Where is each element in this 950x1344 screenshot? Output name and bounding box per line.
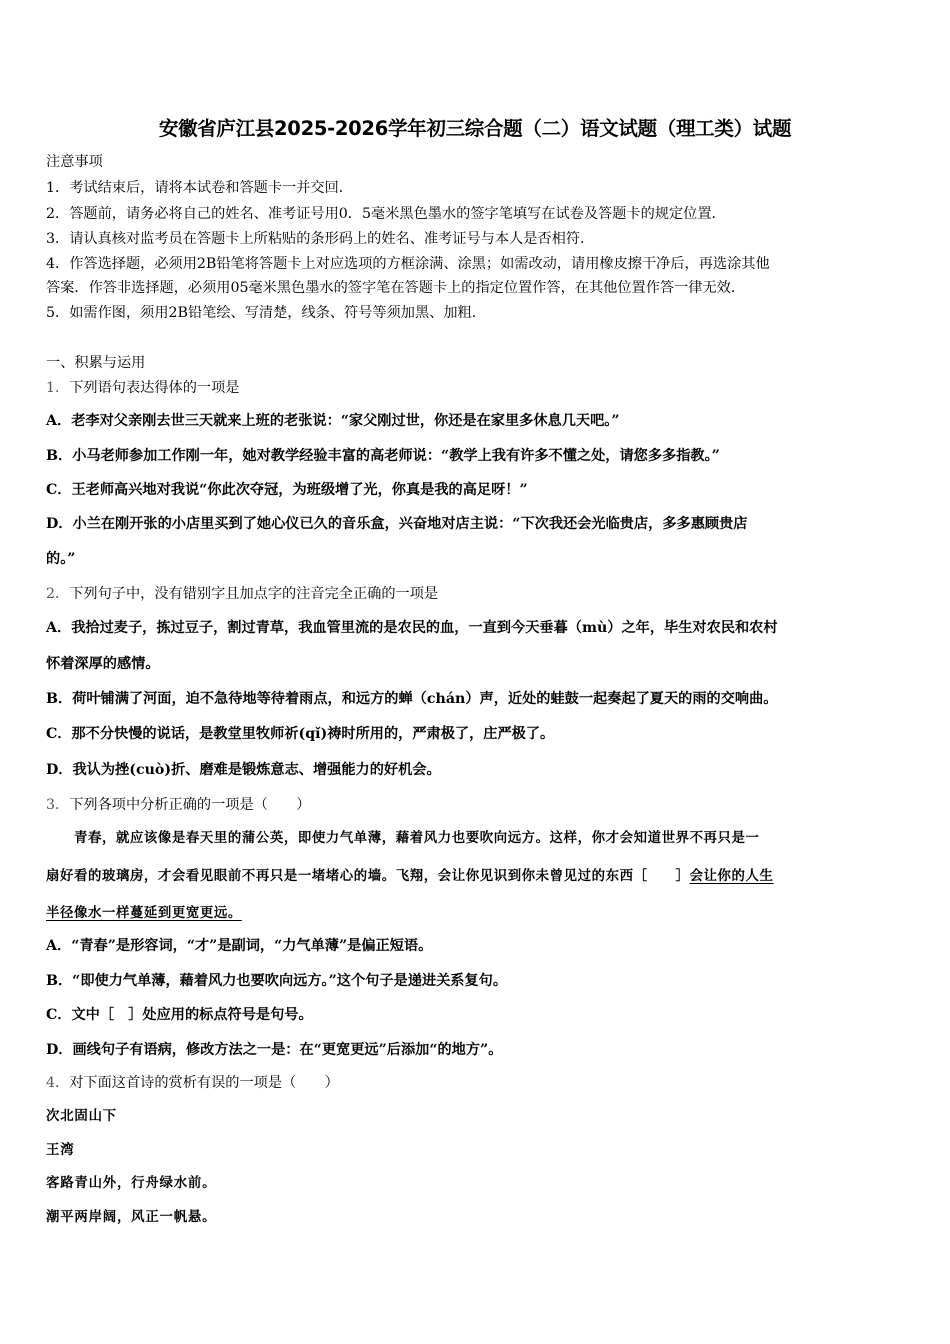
- question-2-option-a-cont: 怀着深厚的感情。: [46, 656, 160, 672]
- question-1-option-a: A．老李对父亲刚去世三天就来上班的老张说：“家父刚过世，你还是在家里多休息几天吧。”: [46, 413, 620, 429]
- notice-item-4: 4．作答选择题，必须用2B铅笔将答题卡上对应选项的方框涂满、涂黑；如需改动，请用橡皮擦干净后，再选涂其他: [46, 256, 770, 272]
- question-3-passage-line-1: 青春，就应该像是春天里的蒲公英，即使力气单薄，藉着风力也要吹向远方。这样，你才会知道世界不再只是一: [46, 830, 760, 846]
- question-2-option-d: D．我认为挫(cuò)折、磨难是锻炼意志、增强能力的好机会。: [46, 762, 441, 778]
- poem-line-2: 潮平两岸阔，风正一帆悬。: [46, 1209, 217, 1225]
- notice-item-5: 5．如需作图，须用2B铅笔绘、写清楚，线条、符号等须加黑、加粗．: [46, 305, 486, 321]
- question-3-stem: [46, 794, 310, 814]
- question-2-option-a: A．我拾过麦子，拣过豆子，割过青草，我血管里流的是农民的血，一直到今天垂暮（mù）之年，毕生对农民和农村: [46, 620, 778, 636]
- notice-item-2: 2．答题前，请务必将自己的姓名、准考证号用0．5毫米黑色墨水的签字笔填写在试卷及答题卡的规定位置．: [46, 206, 726, 222]
- poem-line-1: 客路青山外，行舟绿水前。: [46, 1175, 217, 1191]
- question-2-number: 2．: [46, 586, 70, 602]
- page-title: 安徽省庐江县2025-2026学年初三综合题（二）语文试题（理工类）试题: [158, 117, 792, 140]
- notice-item-1: 1．考试结束后，请将本试卷和答题卡一并交回．: [46, 180, 353, 196]
- question-3-number: 3．: [46, 797, 70, 813]
- question-4-number: 4．: [46, 1075, 70, 1091]
- question-3-passage-line-2: [46, 865, 774, 884]
- poem-title: 次北固山下: [46, 1108, 117, 1124]
- question-1-number: 1．: [46, 380, 70, 396]
- notice-item-3: 3．请认真核对监考员在答题卡上所粘贴的条形码上的姓名、准考证号与本人是否相符．: [46, 231, 595, 247]
- question-2-option-c: C．那不分快慢的说话，是教堂里牧师祈(qǐ)祷时所用的，严肃极了，庄严极了。: [46, 726, 555, 742]
- passage-text: 扇好看的玻璃房，才会看见眼前不再只是一堵堵心的墙。飞翔，会让你见识到你未曾见过的东西［ ］: [46, 868, 690, 884]
- poem-author: 王湾: [46, 1142, 75, 1158]
- question-1-option-c: C．王老师高兴地对我说“你此次夺冠，为班级增了光，你真是我的高足呀！”: [46, 482, 528, 498]
- question-2-text: 下列句子中，没有错别字且加点字的注音完全正确的一项是: [69, 586, 439, 602]
- question-3-text: 下列各项中分析正确的一项是（ ）: [69, 797, 311, 813]
- notice-item-4-cont: 答案．作答非选择题，必须用05毫米黑色墨水的签字笔在答题卡上的指定位置作答，在其他位置作答一律无效．: [46, 280, 746, 296]
- question-2-option-b: B．荷叶铺满了河面，迫不急待地等待着雨点，和远方的蝉（chán）声，近处的蛙鼓一起奏起了夏天的雨的交响曲。: [46, 691, 778, 707]
- question-3-option-b: B．“即使力气单薄，藉着风力也要吹向远方。”这个句子是递进关系复句。: [46, 973, 508, 989]
- underlined-sentence: 会让你的人生: [689, 868, 774, 884]
- question-1-option-d: D．小兰在刚开张的小店里买到了她心仪已久的音乐盒，兴奋地对店主说：“下次我还会光临贵店，多多惠顾贵店: [46, 516, 748, 532]
- question-1-option-d-cont: 的。”: [46, 551, 76, 567]
- question-3-option-d: D．画线句子有语病，修改方法之一是：在“更宽更远”后添加“的地方”。: [46, 1042, 503, 1058]
- question-3-option-c: C．文中［ ］处应用的标点符号是句号。: [46, 1007, 313, 1023]
- question-3-passage-line-3: [46, 902, 242, 921]
- question-4-text: 对下面这首诗的赏析有误的一项是（ ）: [69, 1075, 339, 1091]
- underlined-sentence-cont: 半径像水一样蔓延到更宽更远。: [46, 905, 242, 921]
- section-heading: 一、积累与运用: [46, 355, 146, 371]
- question-3-option-a: A．“青春”是形容词，“才”是副词，“力气单薄”是偏正短语。: [46, 938, 433, 954]
- question-1-option-b: B．小马老师参加工作刚一年，她对教学经验丰富的高老师说：“教学上我有许多不懂之处，请您多多指教。”: [46, 448, 720, 464]
- question-1-stem: [46, 377, 239, 397]
- question-2-stem: [46, 583, 438, 603]
- notice-heading: 注意事项: [46, 154, 103, 170]
- question-1-text: 下列语句表达得体的一项是: [69, 380, 240, 396]
- question-4-stem: [46, 1072, 339, 1092]
